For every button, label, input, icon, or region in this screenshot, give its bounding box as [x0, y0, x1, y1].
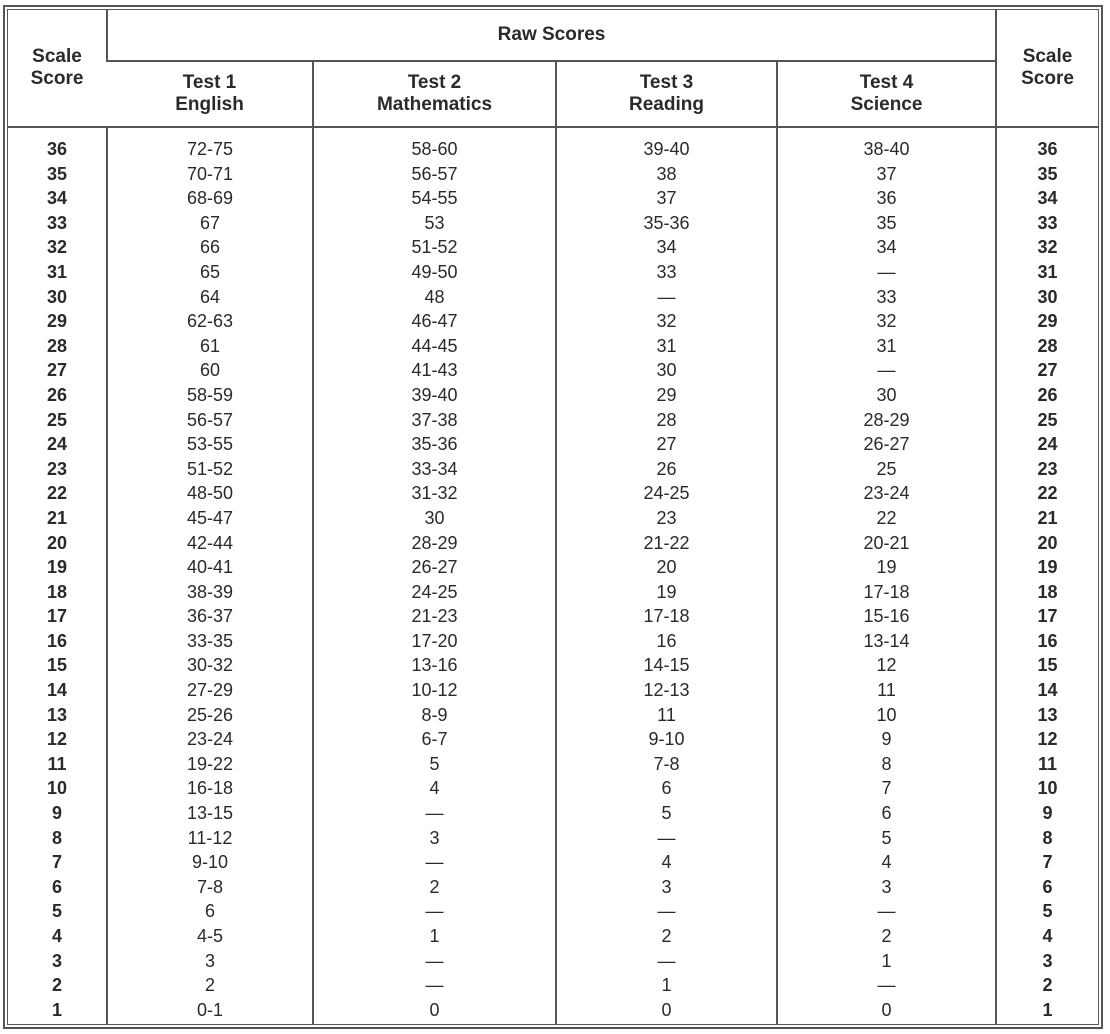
- scale-score-cell: 36: [46, 139, 68, 159]
- reading-raw-score-cell: 29: [656, 384, 677, 405]
- english-raw-score-cell: 67: [199, 212, 221, 233]
- science-raw-score-cell: 20-21: [863, 532, 910, 553]
- science-raw-score-cell: 31: [876, 335, 897, 356]
- scale-score-cell: 33: [46, 212, 68, 233]
- science-column: [777, 127, 996, 1024]
- reading-raw-score-cell: 20: [656, 557, 677, 578]
- scale-score-cell: 19: [1037, 557, 1058, 578]
- math-raw-score-cell: 31-32: [411, 483, 458, 504]
- science-raw-score-cell: 22: [876, 507, 897, 528]
- science-raw-score-cell: 35: [876, 212, 897, 233]
- scale-score-cell: 24: [46, 434, 68, 455]
- science-raw-score-cell: 9: [881, 729, 892, 750]
- reading-raw-score-cell: 3: [661, 876, 672, 897]
- english-raw-score-cell: 48-50: [186, 483, 234, 504]
- reading-raw-score-cell: 30: [656, 360, 677, 381]
- scale-score-cell: 1: [51, 999, 62, 1020]
- math-raw-score-cell: 1: [429, 926, 440, 946]
- math-raw-score-cell: 24-25: [411, 581, 458, 602]
- scale-score-cell: 5: [1042, 901, 1053, 922]
- science-raw-score-cell: 8: [881, 753, 892, 774]
- test2-mathematics-header: [313, 61, 556, 127]
- raw-scores-group-header: Raw Scores: [107, 10, 996, 61]
- reading-raw-score-cell: 33: [656, 261, 677, 282]
- english-raw-score-cell: 6: [204, 901, 215, 922]
- column-values: [557, 137, 776, 1022]
- reading-raw-score-cell: 2: [661, 926, 672, 946]
- scale-score-cell: 24: [1037, 434, 1058, 455]
- reading-raw-score-cell: 7-8: [653, 753, 680, 774]
- english-raw-score-cell: 4-5: [196, 926, 223, 946]
- reading-raw-score-cell: 24-25: [643, 483, 690, 504]
- header-line: Test 2: [407, 72, 462, 93]
- left-scale-column: [8, 127, 107, 1024]
- math-raw-score-cell: 4: [429, 778, 440, 799]
- scale-score-cell: 29: [46, 311, 68, 332]
- test1-english-header: [107, 61, 313, 127]
- scale-score-cell: 31: [46, 261, 68, 282]
- english-raw-score-cell: 13-15: [186, 803, 234, 824]
- math-raw-score-cell: 58-60: [411, 139, 458, 159]
- math-raw-score-cell: 33-34: [411, 458, 458, 479]
- science-raw-score-cell: 25: [876, 458, 897, 479]
- english-raw-score-cell: 19-22: [186, 753, 234, 774]
- scale-score-cell: 9: [51, 803, 62, 824]
- english-raw-score-cell: 42-44: [186, 532, 234, 553]
- scale-score-cell: 5: [51, 901, 62, 922]
- reading-raw-score-cell: —: [657, 286, 676, 307]
- test3-reading-header: [556, 61, 777, 127]
- scale-score-cell: 8: [51, 827, 62, 848]
- scale-score-cell: 23: [46, 458, 68, 479]
- header-line: Scale: [1022, 46, 1073, 67]
- scale-score-cell: 33: [1037, 212, 1058, 233]
- reading-raw-score-cell: —: [657, 901, 676, 922]
- scale-score-cell: 10: [46, 778, 68, 799]
- scale-score-cell: 8: [1042, 827, 1053, 848]
- english-raw-score-cell: 45-47: [186, 507, 234, 528]
- math-raw-score-cell: 8-9: [421, 704, 448, 725]
- english-raw-score-cell: 40-41: [186, 557, 234, 578]
- scale-score-cell: 7: [51, 852, 62, 873]
- header-line: Scale: [32, 46, 82, 67]
- science-raw-score-cell: 6: [881, 803, 892, 824]
- math-raw-score-cell: 39-40: [411, 384, 458, 405]
- scale-score-cell: 36: [1037, 139, 1058, 159]
- reading-raw-score-cell: 5: [661, 803, 672, 824]
- science-raw-score-cell: 0: [881, 999, 892, 1020]
- english-raw-score-cell: 3: [204, 950, 215, 971]
- test4-science-header: [777, 61, 996, 127]
- scale-score-cell: 20: [46, 532, 68, 553]
- header-line: Test 3: [639, 72, 694, 93]
- scale-score-cell: 34: [1037, 188, 1058, 209]
- scale-score-cell: 22: [46, 483, 68, 504]
- reading-raw-score-cell: 28: [656, 409, 677, 430]
- mathematics-column: [313, 127, 556, 1024]
- scale-score-cell: 30: [1037, 286, 1058, 307]
- scale-score-cell: 13: [46, 704, 68, 725]
- science-raw-score-cell: 36: [876, 188, 897, 209]
- science-raw-score-cell: 28-29: [863, 409, 910, 430]
- scale-score-cell: 3: [1042, 950, 1053, 971]
- science-raw-score-cell: 5: [881, 827, 892, 848]
- scale-score-cell: 12: [1037, 729, 1058, 750]
- reading-raw-score-cell: 31: [656, 335, 677, 356]
- scale-score-cell: 16: [46, 630, 68, 651]
- reading-raw-score-cell: 1: [661, 975, 672, 996]
- english-raw-score-cell: 51-52: [186, 458, 234, 479]
- science-raw-score-cell: 23-24: [863, 483, 910, 504]
- math-raw-score-cell: 56-57: [411, 163, 458, 184]
- scale-score-cell: 11: [1038, 753, 1058, 774]
- english-raw-score-cell: 65: [199, 261, 221, 282]
- english-column: [107, 127, 313, 1024]
- scale-score-cell: 32: [1037, 237, 1058, 258]
- header-line: Reading: [629, 94, 704, 115]
- math-raw-score-cell: —: [425, 803, 444, 824]
- score-conversion-table-frame: [3, 5, 1103, 1029]
- math-raw-score-cell: 35-36: [411, 434, 458, 455]
- reading-raw-score-cell: 35-36: [643, 212, 690, 233]
- scale-score-cell: 22: [1037, 483, 1058, 504]
- science-raw-score-cell: 12: [876, 655, 897, 676]
- math-raw-score-cell: —: [425, 852, 444, 873]
- english-raw-score-cell: 60: [199, 360, 221, 381]
- column-values: [778, 137, 995, 1022]
- english-raw-score-cell: 58-59: [186, 384, 234, 405]
- column-values: [314, 137, 555, 1022]
- english-raw-score-cell: 23-24: [186, 729, 234, 750]
- reading-raw-score-cell: 23: [656, 507, 677, 528]
- math-raw-score-cell: 53: [424, 212, 445, 233]
- english-raw-score-cell: 61: [199, 335, 221, 356]
- science-raw-score-cell: —: [877, 261, 896, 282]
- reading-raw-score-cell: 12-13: [643, 680, 690, 701]
- scale-score-cell: 9: [1042, 803, 1053, 824]
- science-raw-score-cell: —: [877, 975, 896, 996]
- reading-raw-score-cell: —: [657, 950, 676, 971]
- header-line: Score: [30, 68, 84, 89]
- math-raw-score-cell: 10-12: [411, 680, 458, 701]
- english-raw-score-cell: 11-12: [187, 827, 233, 848]
- reading-raw-score-cell: 14-15: [643, 655, 690, 676]
- science-raw-score-cell: —: [877, 360, 896, 381]
- reading-raw-score-cell: 17-18: [643, 606, 690, 627]
- english-raw-score-cell: 72-75: [186, 139, 234, 159]
- english-raw-score-cell: 33-35: [186, 630, 234, 651]
- english-raw-score-cell: 62-63: [186, 311, 234, 332]
- header-line: English: [175, 94, 244, 115]
- english-raw-score-cell: 27-29: [186, 680, 234, 701]
- math-raw-score-cell: 13-16: [411, 655, 458, 676]
- english-raw-score-cell: 30-32: [186, 655, 234, 676]
- reading-column: [556, 127, 777, 1024]
- math-raw-score-cell: 26-27: [411, 557, 458, 578]
- scale-score-cell: 15: [1037, 655, 1058, 676]
- scale-score-cell: 27: [1037, 360, 1058, 381]
- scale-score-cell: 7: [1042, 852, 1053, 873]
- math-raw-score-cell: 5: [429, 753, 440, 774]
- reading-raw-score-cell: 26: [656, 458, 677, 479]
- science-raw-score-cell: 2: [881, 926, 892, 946]
- reading-raw-score-cell: 38: [656, 163, 677, 184]
- scale-score-cell: 18: [1037, 581, 1058, 602]
- math-raw-score-cell: 2: [429, 876, 440, 897]
- scale-score-cell: 6: [1042, 876, 1053, 897]
- scale-score-cell: 13: [1037, 704, 1058, 725]
- science-raw-score-cell: 37: [876, 163, 897, 184]
- reading-raw-score-cell: 19: [656, 581, 677, 602]
- science-raw-score-cell: 13-14: [863, 630, 910, 651]
- scale-score-cell: 18: [46, 581, 68, 602]
- english-raw-score-cell: 25-26: [186, 704, 234, 725]
- english-raw-score-cell: 56-57: [186, 409, 234, 430]
- science-raw-score-cell: 17-18: [863, 581, 910, 602]
- scale-score-cell: 26: [46, 384, 68, 405]
- reading-raw-score-cell: 39-40: [643, 139, 690, 159]
- reading-raw-score-cell: 6: [661, 778, 672, 799]
- reading-raw-score-cell: 32: [656, 311, 677, 332]
- scale-score-cell: 34: [46, 188, 68, 209]
- english-raw-score-cell: 0-1: [196, 999, 223, 1020]
- reading-raw-score-cell: 9-10: [648, 729, 685, 750]
- science-raw-score-cell: 15-16: [863, 606, 910, 627]
- column-values: [997, 137, 1098, 1022]
- math-raw-score-cell: 0: [429, 999, 440, 1020]
- math-raw-score-cell: 30: [424, 507, 445, 528]
- scale-score-cell: 4: [51, 926, 62, 946]
- scale-score-cell: 3: [51, 950, 62, 971]
- scale-score-cell: 15: [46, 655, 68, 676]
- reading-raw-score-cell: 34: [656, 237, 677, 258]
- math-raw-score-cell: 46-47: [411, 311, 458, 332]
- scale-score-cell: 2: [51, 975, 62, 996]
- english-raw-score-cell: 7-8: [196, 876, 223, 897]
- scale-score-cell: 26: [1037, 384, 1058, 405]
- scale-score-cell: 17: [46, 606, 68, 627]
- reading-raw-score-cell: 4: [661, 852, 672, 873]
- english-raw-score-cell: 16-18: [186, 778, 234, 799]
- scale-score-cell: 31: [1037, 261, 1058, 282]
- scale-score-cell: 20: [1037, 532, 1058, 553]
- science-raw-score-cell: 7: [881, 778, 892, 799]
- math-raw-score-cell: 3: [429, 827, 440, 848]
- scale-score-cell: 1: [1042, 999, 1053, 1020]
- english-raw-score-cell: 66: [199, 237, 221, 258]
- science-raw-score-cell: 10: [876, 704, 897, 725]
- english-raw-score-cell: 68-69: [186, 188, 234, 209]
- column-values: [108, 137, 312, 1022]
- scale-score-cell: 28: [1037, 335, 1058, 356]
- reading-raw-score-cell: 21-22: [643, 532, 690, 553]
- scale-score-cell: 10: [1037, 778, 1058, 799]
- math-raw-score-cell: 21-23: [411, 606, 458, 627]
- scale-score-cell: 32: [46, 237, 68, 258]
- scale-score-cell: 17: [1037, 606, 1058, 627]
- scale-score-cell: 35: [1037, 163, 1058, 184]
- scale-score-cell: 29: [1037, 311, 1058, 332]
- scale-score-cell: 14: [1037, 680, 1058, 701]
- reading-raw-score-cell: 11: [657, 704, 676, 725]
- math-raw-score-cell: 28-29: [411, 532, 458, 553]
- header-line: Science: [850, 94, 923, 115]
- math-raw-score-cell: 49-50: [411, 261, 458, 282]
- scale-score-cell: 35: [46, 163, 68, 184]
- scale-score-cell: 25: [46, 409, 68, 430]
- science-raw-score-cell: 26-27: [863, 434, 910, 455]
- scale-score-cell: 19: [46, 557, 68, 578]
- english-raw-score-cell: 53-55: [186, 434, 234, 455]
- science-raw-score-cell: 3: [881, 876, 892, 897]
- math-raw-score-cell: 51-52: [411, 237, 458, 258]
- header-line: Test 4: [859, 72, 914, 93]
- science-raw-score-cell: 1: [881, 950, 892, 971]
- right-scale-score-header: [996, 10, 1098, 127]
- scale-score-cell: 23: [1037, 458, 1058, 479]
- reading-raw-score-cell: —: [657, 827, 676, 848]
- science-raw-score-cell: 19: [876, 557, 897, 578]
- math-raw-score-cell: 37-38: [411, 409, 458, 430]
- score-conversion-table: [8, 10, 1098, 1024]
- math-raw-score-cell: 41-43: [411, 360, 458, 381]
- reading-raw-score-cell: 27: [656, 434, 677, 455]
- scale-score-cell: 4: [1042, 926, 1053, 946]
- math-raw-score-cell: —: [425, 950, 444, 971]
- left-scale-score-header: [8, 10, 107, 127]
- science-raw-score-cell: 30: [876, 384, 897, 405]
- column-values: [8, 137, 106, 1022]
- scale-score-cell: 25: [1037, 409, 1058, 430]
- english-raw-score-cell: 64: [199, 286, 221, 307]
- math-raw-score-cell: —: [425, 901, 444, 922]
- header-line: Score: [1021, 68, 1074, 89]
- science-raw-score-cell: —: [877, 901, 896, 922]
- scale-score-cell: 14: [46, 680, 68, 701]
- math-raw-score-cell: 54-55: [411, 188, 458, 209]
- scale-score-cell: 12: [46, 729, 68, 750]
- science-raw-score-cell: 33: [876, 286, 897, 307]
- right-scale-column: [996, 127, 1098, 1024]
- reading-raw-score-cell: 0: [661, 999, 672, 1020]
- science-raw-score-cell: 34: [876, 237, 897, 258]
- scale-score-cell: 11: [47, 753, 67, 774]
- scale-score-cell: 6: [51, 876, 62, 897]
- scale-score-cell: 21: [1037, 507, 1058, 528]
- reading-raw-score-cell: 37: [656, 188, 677, 209]
- header-line: Mathematics: [376, 94, 493, 115]
- english-raw-score-cell: 38-39: [186, 581, 234, 602]
- science-raw-score-cell: 32: [876, 311, 897, 332]
- scale-score-cell: 16: [1037, 630, 1058, 651]
- english-raw-score-cell: 70-71: [186, 163, 234, 184]
- scale-score-cell: 27: [46, 360, 68, 381]
- scale-score-cell: 30: [46, 286, 68, 307]
- scale-score-cell: 2: [1042, 975, 1053, 996]
- header-line: Test 1: [182, 72, 237, 93]
- math-raw-score-cell: 6-7: [421, 729, 448, 750]
- english-raw-score-cell: 36-37: [186, 606, 234, 627]
- math-raw-score-cell: 48: [424, 286, 445, 307]
- science-raw-score-cell: 38-40: [863, 139, 910, 159]
- scale-score-cell: 21: [46, 507, 68, 528]
- math-raw-score-cell: —: [425, 975, 444, 996]
- score-conversion-table-inner: [7, 9, 1099, 1025]
- science-raw-score-cell: 4: [881, 852, 892, 873]
- scale-score-cell: 28: [46, 335, 68, 356]
- science-raw-score-cell: 11: [877, 680, 896, 701]
- math-raw-score-cell: 17-20: [411, 630, 458, 651]
- reading-raw-score-cell: 16: [656, 630, 677, 651]
- english-raw-score-cell: 9-10: [191, 852, 229, 873]
- math-raw-score-cell: 44-45: [411, 335, 458, 356]
- english-raw-score-cell: 2: [204, 975, 215, 996]
